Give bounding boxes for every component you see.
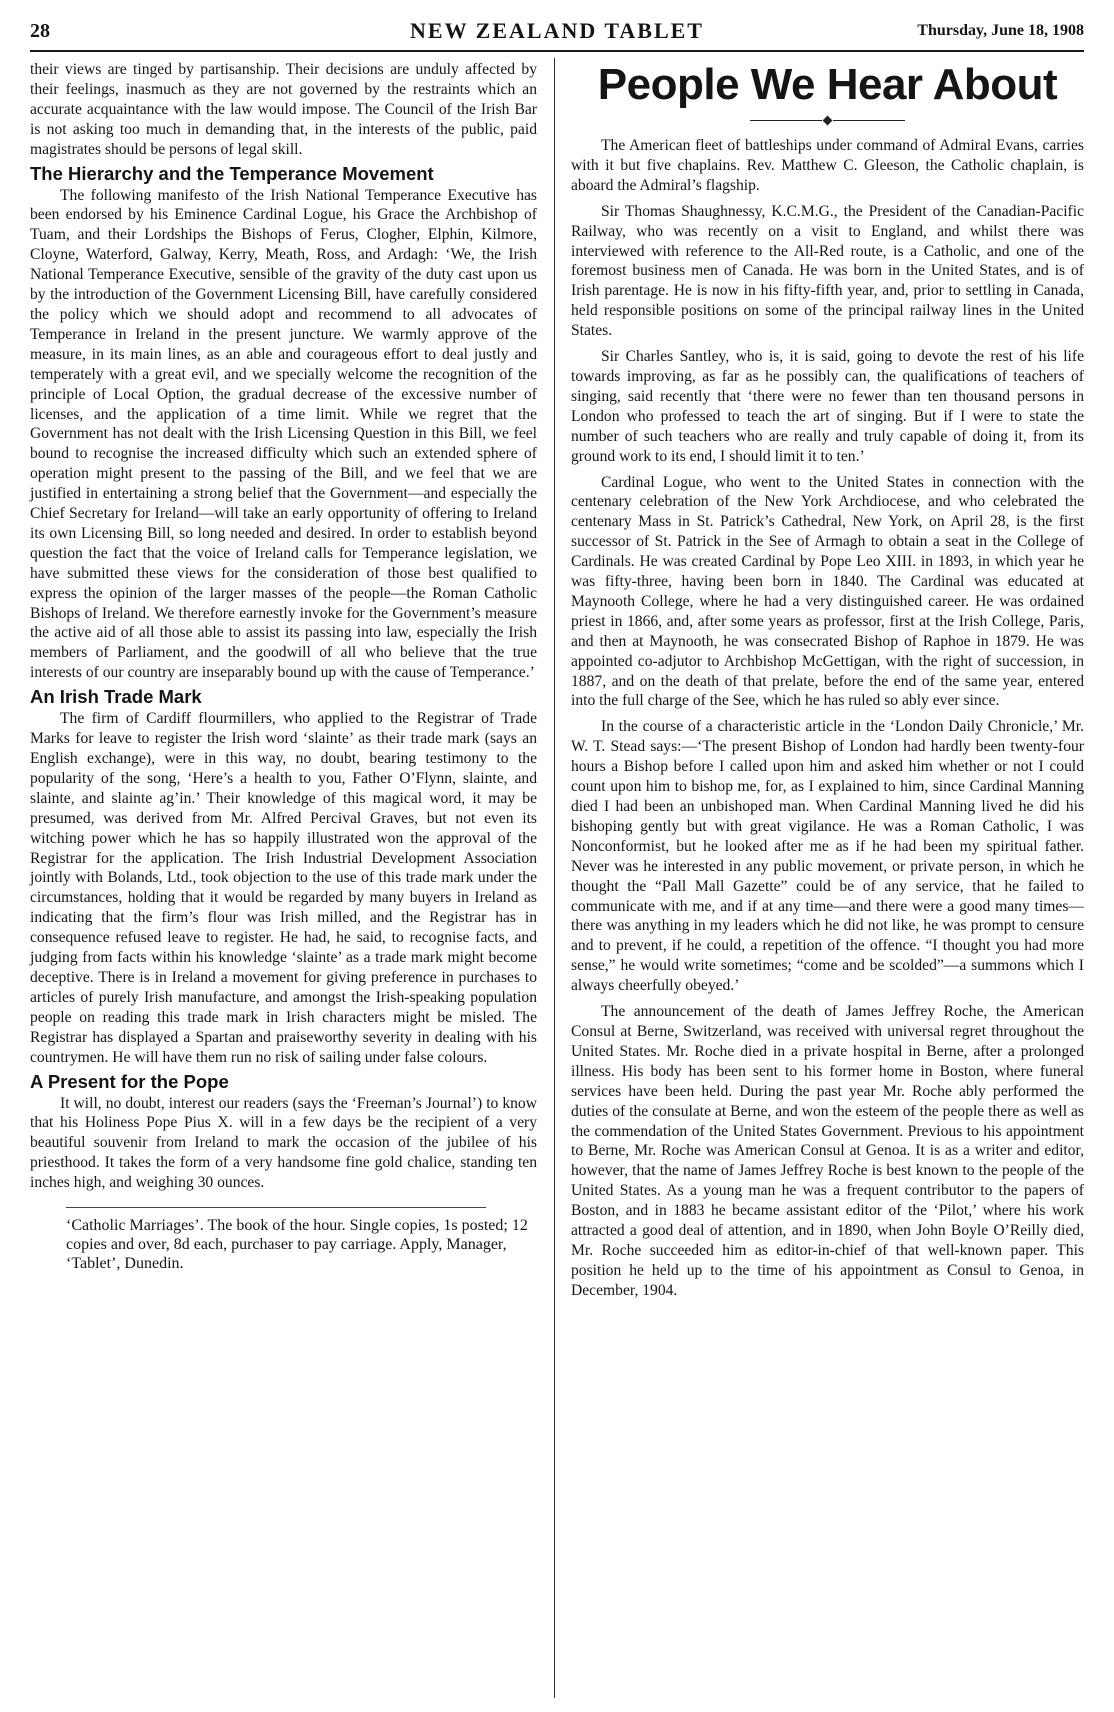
- item-cardinal-logue: Cardinal Logue, who went to the United States in connection with the centenary celebration of the New York Archdiocese, and who celebrated the centenary Mass in St. Patrick’s Cathedral, New York, on April 28, is the first successor of St. Patrick in the See of Armagh to obtain a seat in the College of Cardinals. He was created Cardinal by Pope Leo XIII. in 1893, in which year he was fifty-three, having been born in 1840. The Cardinal was educated at Maynooth College, where he had a very distinguished career. He was ordained priest in 1866, and, after some years as professor, first at the Irish College, Paris, and then at Maynooth, he was consecrated Bishop of Raphoe in 1879. He was appointed co-adjutor to Archbishop McGettigan, with the right of succession, in 1887, and on the death of that prelate, before the end of the same year, entered into the full charge of the See, which he has ruled so ably ever since.: [571, 473, 1084, 710]
- item-shaughnessy: Sir Thomas Shaughnessy, K.C.M.G., the President of the Canadian-Pacific Railway, who was recently on a visit to England, and whilst there was interviewed with reference to the All-Red route, is a Catholic, and one of the foremost business men of Canada. He was born in the United States, and is of Irish parentage. He is now in his fifty-fifth year, and, prior to settling in Canada, held responsible positions on some of the principal railway lines in the United States.: [571, 202, 1084, 340]
- article-temperance-body: The following manifesto of the Irish National Temperance Executive has been endorsed by his Eminence Cardinal Logue, his Grace the Archbishop of Tuam, and their Lordships the Bishops of Ferus, Clogher, Elphin, Kilmore, Cloyne, Waterford, Galway, Kerry, Meath, Ross, and Ardagh: ‘We, the Irish National Temperance Executive, sensible of the gravity of the duty cast upon us by the introduction of the Government Licensing Bill, have carefully considered the policy which we should adopt and recommend to all advocates of Temperance in Ireland in the present juncture. We warmly approve of the measure, in its main lines, as an able and courageous effort to deal justly and temperately with a great evil, and we specially welcome the recognition of the principle of Local Option, the gradual decrease of the excessive number of licenses, and the application of a time limit. While we regret that the Government has not dealt with the Irish Licensing Question in this Bill, we feel bound to recognise the increased difficulty which such an extended sphere of operation might present to the passing of the Bill, and we feel that we are justified in entertaining a strong belief that the Government—and especially the Chief Secretary for Ireland—will take an early opportunity of offering to Ireland its own Licensing Bill, so long needed and desired. In order to establish beyond question the fact that the voice of Ireland calls for Temperance legislation, we have submitted these views for the consideration of those best qualified to express the opinion of the larger masses of the people—the Roman Catholic Bishops of Ireland. We therefore earnestly invoke for the Government’s measure the active aid of all those able to assist its passing into law, especially the Irish members of Parliament, and the goodwill of all who believe that the true interests of our country are inseparably bound up with the cause of Temperance.’: [30, 186, 537, 682]
- item-stead: In the course of a characteristic article in the ‘London Daily Chronicle,’ Mr. W. T. Stead says:—‘The present Bishop of London had hardly been twenty-four hours a Bishop before I called upon him and asked him whether or not I could count upon him to bishop me, for, as I explained to him, since Cardinal Manning died I had been an unbishoped man. When Cardinal Manning lived he did his bishoping gently but with great vigilance. He was a Roman Catholic, I was Nonconformist, but he looked after me as if he had been my spiritual father. Never was he interested in any public movement, or private person, in which he thought the “Pall Mall Gazette” could be of any service, that he failed to communicate with me, and if at any time—and there were a good many times—there was anything in my leaders which he did not like, he was prompt to censure and to prevent, if he could, a repetition of the offence. “I thought you had more sense,” he would write sometimes; “come and be scolded”—a summons which I always cheerfully obeyed.’: [571, 718, 1084, 995]
- heading-ornament: [571, 112, 1084, 126]
- item-fleet-chaplains: The American fleet of battleships under command of Admiral Evans, carries with it but five chaplains. Rev. Matthew C. Gleeson, the Catholic chaplain, is aboard the Admiral’s flagship.: [571, 137, 1084, 194]
- advertisement-notice: ‘Catholic Marriages’. The book of the hour. Single copies, 1s posted; 12 copies and over, 8d each, purchaser to pay carriage. Apply, Manager, ‘Tablet’, Dunedin.: [66, 1217, 528, 1273]
- section-heading-temperance: The Hierarchy and the Temperance Movement: [30, 162, 434, 184]
- right-column: [571, 60, 1084, 1301]
- item-santley: Sir Charles Santley, who is, it is said, going to devote the rest of his life towards improving, as far as he possibly can, the qualifications of teachers of singing, said recently that ‘there were no fewer than ten thousand persons in London who professed to teach the art of singing. But if I were to state the number of such teachers who are really and truly capable of doing it, from its ground work to its end, I should limit it to ten.’: [571, 348, 1084, 465]
- item-roche: The announcement of the death of James Jeffrey Roche, the American Consul at Berne, Switzerland, was received with universal regret throughout the United States. Mr. Roche died in a private hospital in Berne, after a prolonged illness. His body has been sent to his former home in Boston, where funeral services have been held. During the past year Mr. Roche ably performed the duties of the consulate at Berne, and won the esteem of the people there as well as the commendation of the United States Government. Previous to his appointment to Berne, Mr. Roche was American Consul at Genoa. It is as a writer and editor, however, that the name of James Jeffrey Roche is best known to the people of the United States. As a young man he was a frequent contributor to the papers of Boston, and in 1883 he became assistant editor of the ‘Pilot,’ where his work attracted a good deal of attention, and in 1890, when John Boyle O’Reilly died, Mr. Roche succeeded him as editor-in-chief of that well-known paper. This position he held up to the time of his appointment as Consul to Genoa, in December, 1904.: [571, 1003, 1084, 1299]
- notice-divider: [66, 1207, 486, 1208]
- column-divider: [554, 58, 555, 1698]
- section-heading-pope-present: A Present for the Pope: [30, 1070, 229, 1092]
- newspaper-title: NEW ZEALAND TABLET: [410, 18, 704, 43]
- masthead: [30, 16, 1084, 52]
- page-number: 28: [30, 20, 50, 42]
- section-heading-trade-mark: An Irish Trade Mark: [30, 686, 202, 708]
- left-column: [30, 60, 537, 1273]
- article-trade-mark-body: The firm of Cardiff flourmillers, who applied to the Registrar of Trade Marks for leave to register the Irish word ‘slainte’ as their trade mark (says an English exchange), were in this way, no doubt, bearing testimony to the popularity of the song, ‘Here’s a health to you, Father O’Flynn, slainte, and slainte, and slainte ag’in.’ Their knowledge of this magical word, it may be presumed, was derived from Mr. Alfred Percival Graves, but not even its witching power which he has so happily illustrated won the approval of the Registrar for the application. The Irish Industrial Development Association jointly with Bolands, Ltd., took objection to the use of this trade mark under the circumstances, holding that it would be regarded by many buyers in Ireland as indicating that the firm’s flour was Irish milled, and the Registrar has in consequence refused leave to register. He had, he said, to recognise facts, and judging from facts within his knowledge ‘slainte’ as a trade mark might become deceptive. There is in Ireland a movement for giving preference in purchases to articles of purely Irish manufacture, and amongst the Irish-speaking population people on reading this trade mark in Irish characters might be misled. The Registrar has displayed a Spartan and praiseworthy severity in dealing with his countrymen. He will have them run no risk of sailing under false colours.: [30, 710, 537, 1066]
- issue-date: Thursday, June 18, 1908: [917, 22, 1084, 39]
- people-we-hear-about-heading: People We Hear About: [597, 60, 1058, 109]
- diamond-icon: [823, 115, 833, 125]
- continued-paragraph: their views are tinged by partisanship. Their decisions are unduly affected by their feelings, inasmuch as they are not governed by the restraints which an accurate acquaintance with the law would impose. The Council of the Irish Bar is not asking too much in demanding that, in the interests of the public, paid magistrates should be persons of legal skill.: [30, 61, 537, 158]
- article-pope-present-body: It will, no doubt, interest our readers (says the ‘Freeman’s Journal’) to know that his Holiness Pope Pius X. will in a few days be the recipient of a very beautiful souvenir from Ireland to mark the occasion of the jubilee of his priesthood. It takes the form of a very handsome fine gold chalice, standing ten inches high, and weighing 30 ounces.: [30, 1094, 537, 1192]
